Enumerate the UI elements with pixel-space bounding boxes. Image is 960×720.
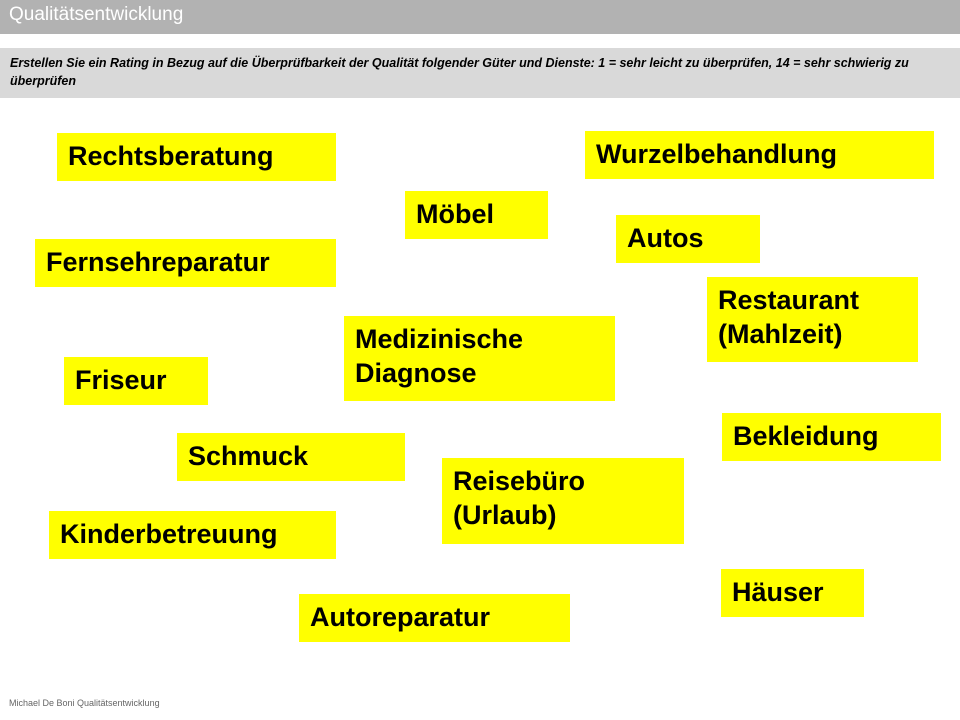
card-label: Kinderbetreuung — [60, 519, 278, 549]
card-label: Fernsehreparatur — [46, 247, 270, 277]
card-label-line2: Diagnose — [355, 358, 477, 388]
card-kinderbetreuung[interactable] — [49, 511, 336, 559]
slide-title: Qualitätsentwicklung — [9, 4, 184, 25]
card-reisebuero[interactable] — [442, 458, 684, 544]
card-wurzelbehandlung[interactable] — [585, 131, 934, 179]
footer-text: Michael De Boni Qualitätsentwicklung — [9, 698, 160, 708]
card-label: Häuser — [732, 577, 824, 607]
card-schmuck[interactable] — [177, 433, 405, 481]
card-bekleidung[interactable] — [722, 413, 941, 461]
card-label: Schmuck — [188, 441, 309, 471]
card-medizinische-diagnose[interactable] — [344, 316, 615, 401]
card-label-line1: Medizinische — [355, 324, 524, 354]
card-label: Friseur — [75, 365, 167, 395]
card-rechtsberatung[interactable] — [57, 133, 336, 181]
card-label: Wurzelbehandlung — [596, 139, 837, 169]
card-moebel[interactable] — [405, 191, 548, 239]
card-label: Rechtsberatung — [68, 141, 274, 171]
card-autoreparatur[interactable] — [299, 594, 570, 642]
card-label: Autos — [627, 223, 704, 253]
card-restaurant[interactable] — [707, 277, 918, 362]
instruction-text: Erstellen Sie ein Rating in Bezug auf die Überprüfbarkeit der Qualität folgender Güter und Dienste: 1 = sehr leicht zu überprüfen, 14 = sehr schwierig zu überprüfen — [10, 56, 909, 88]
title-bar — [0, 0, 960, 34]
card-label-line1: Reisebüro — [453, 466, 586, 496]
card-haeuser[interactable] — [721, 569, 864, 617]
card-label-line1: Restaurant — [718, 285, 860, 315]
card-autos[interactable] — [616, 215, 760, 263]
instruction-bar — [0, 48, 960, 98]
card-label: Autoreparatur — [310, 602, 491, 632]
card-friseur[interactable] — [64, 357, 208, 405]
card-label: Möbel — [416, 199, 494, 229]
card-label-line2: (Mahlzeit) — [718, 319, 843, 349]
card-label: Bekleidung — [733, 421, 879, 451]
card-fernsehreparatur[interactable] — [35, 239, 336, 287]
card-label-line2: (Urlaub) — [453, 500, 557, 530]
